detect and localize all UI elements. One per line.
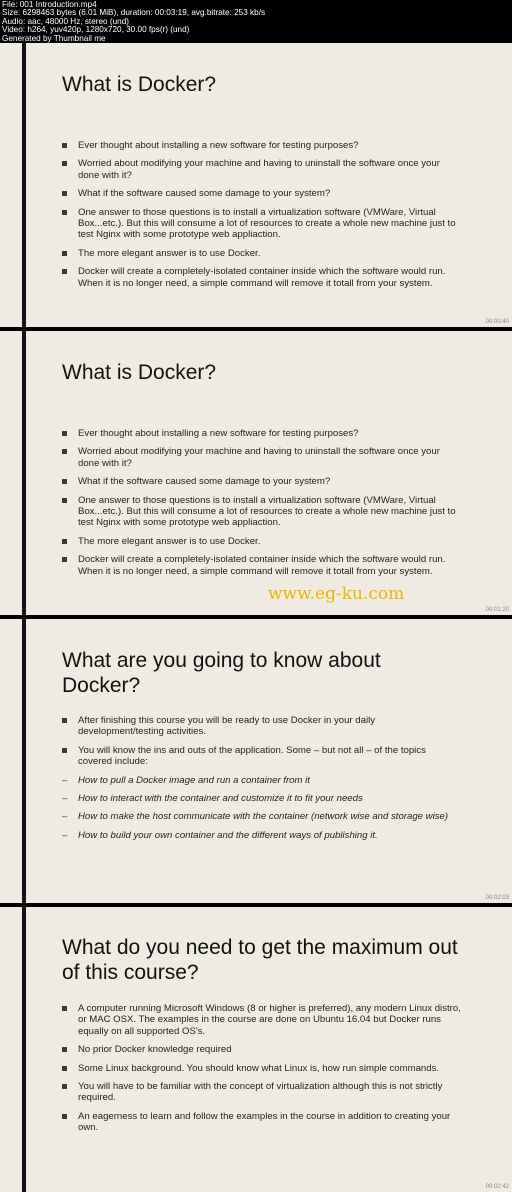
- bullet-list: [62, 428, 462, 584]
- dash-icon: –: [62, 829, 68, 841]
- timestamp: 00:02:42: [485, 1184, 509, 1190]
- list-item: One answer to those questions is to install a virtualization software (VMWare, Virtual Box...etc.). But this will consume a lot of resources to create a whole new machine just to test Nginx with some prototype web appliaction.: [62, 207, 462, 241]
- list-item: Some Linux background. You should know what Linux is, how run simple commands.: [62, 1063, 462, 1074]
- bullet-square-icon: [62, 449, 67, 454]
- list-item: Ever thought about installing a new software for testing purposes?: [62, 140, 462, 151]
- watermark-text: www.eg-ku.com: [268, 584, 405, 604]
- slide-title: What is Docker?: [62, 73, 217, 96]
- sub-list-item: – How to pull a Docker image and run a container from it: [62, 774, 310, 786]
- list-item: You will have to be familiar with the concept of virtualization although this is not strictly required.: [62, 1081, 462, 1104]
- timestamp: 00:02:03: [485, 895, 509, 901]
- bullet-square-icon: [62, 539, 67, 544]
- slide-title: What is Docker?: [62, 361, 217, 384]
- slide-left-bar: [22, 619, 26, 903]
- list-item: The more elegant answer is to use Docker.: [62, 248, 462, 259]
- generator-line: Generated by Thumbnail me: [2, 34, 106, 43]
- bullet-list: [62, 715, 462, 848]
- thumbnail-frame-2: [0, 331, 512, 615]
- list-item: No prior Docker knowledge required: [62, 1044, 462, 1055]
- dash-icon: –: [62, 811, 68, 823]
- timestamp: 00:00:40: [485, 319, 509, 325]
- file-line: File: 001 Introduction.mp4: [2, 1, 97, 9]
- timestamp: 00:01:20: [485, 607, 509, 613]
- video-line: Video: h264, yuv420p, 1280x720, 30.00 fps(r) (und): [2, 26, 190, 35]
- list-item: An eagerness to learn and follow the examples in the course in addition to creating your own.: [62, 1111, 462, 1134]
- bullet-square-icon: [62, 269, 67, 274]
- slide-title: What do you need to get the maximum out of this course?: [62, 936, 458, 984]
- slide-title: What are you going to know about Docker?: [62, 649, 381, 697]
- bullet-square-icon: [62, 191, 67, 196]
- list-item: Docker will create a completely-isolated container inside which the software would run. When it is no longer need, a simple command will remove it totall from your system.: [62, 266, 462, 289]
- sub-list-item: – How to interact with the container and customize it to fit your needs: [62, 793, 363, 805]
- bullet-square-icon: [62, 479, 67, 484]
- list-item: What if the software caused some damage to your system?: [62, 188, 462, 199]
- bullet-square-icon: [62, 498, 67, 503]
- list-item: The more elegant answer is to use Docker.: [62, 536, 462, 547]
- size-line: Size: 6298463 bytes (6.01 MiB), duration: 00:03:19, avg.bitrate: 253 kb/s: [2, 9, 266, 18]
- slide-left-bar: [22, 907, 26, 1192]
- list-item: One answer to those questions is to install a virtualization software (VMWare, Virtual Box...etc.). But this will consume a lot of resources to create a whole new machine just to test Nginx with some prototype web appliaction.: [62, 495, 462, 529]
- bullet-square-icon: [62, 1114, 67, 1119]
- sub-list-item: – How to make the host communicate with the container (network wise and storage wise): [62, 811, 449, 823]
- list-item: Worried about modifying your machine and having to uninstall the software once your done with it?: [62, 446, 462, 469]
- thumbnail-frame-4: [0, 907, 512, 1192]
- bullet-square-icon: [62, 748, 67, 753]
- list-item: You will know the ins and outs of the application. Some – but not all – of the topics covered include:: [62, 745, 462, 768]
- bullet-square-icon: [62, 251, 67, 256]
- bullet-square-icon: [62, 718, 67, 723]
- bullet-square-icon: [62, 210, 67, 215]
- list-item: After finishing this course you will be ready to use Docker in your daily development/testing activities.: [62, 715, 462, 738]
- thumbnail-frame-3: [0, 619, 512, 903]
- bullet-square-icon: [62, 161, 67, 166]
- audio-line: Audio: aac, 48000 Hz, stereo (und): [2, 17, 129, 26]
- slide-left-bar: [22, 43, 26, 327]
- video-info-header: [0, 0, 512, 42]
- bullet-square-icon: [62, 1066, 67, 1071]
- bullet-square-icon: [62, 143, 67, 148]
- list-item: Worried about modifying your machine and having to uninstall the software once your done with it?: [62, 158, 462, 181]
- thumbnail-frame-1: [0, 43, 512, 327]
- list-item: A computer running Microsoft Windows (8 or higher is preferred), any modern Linux distro, or MAC OSX. The examples in the course are done on Ubuntu 16.04 but Docker runs equally on all supported OS's.: [62, 1003, 462, 1037]
- bullet-square-icon: [62, 1084, 67, 1089]
- bullet-square-icon: [62, 557, 67, 562]
- slide-left-bar: [22, 331, 26, 615]
- bullet-list: [62, 1003, 462, 1141]
- list-item: Ever thought about installing a new software for testing purposes?: [62, 428, 462, 439]
- bullet-list: [62, 140, 462, 296]
- dash-icon: –: [62, 793, 68, 805]
- sub-list-item: – How to build your own container and the different ways of publishing it.: [62, 829, 378, 841]
- list-item: Docker will create a completely-isolated container inside which the software would run. When it is no longer need, a simple command will remove it totall from your system.: [62, 554, 462, 577]
- bullet-square-icon: [62, 1047, 67, 1052]
- list-item: What if the software caused some damage to your system?: [62, 476, 462, 487]
- dash-icon: –: [62, 774, 68, 786]
- bullet-square-icon: [62, 431, 67, 436]
- bullet-square-icon: [62, 1006, 67, 1011]
